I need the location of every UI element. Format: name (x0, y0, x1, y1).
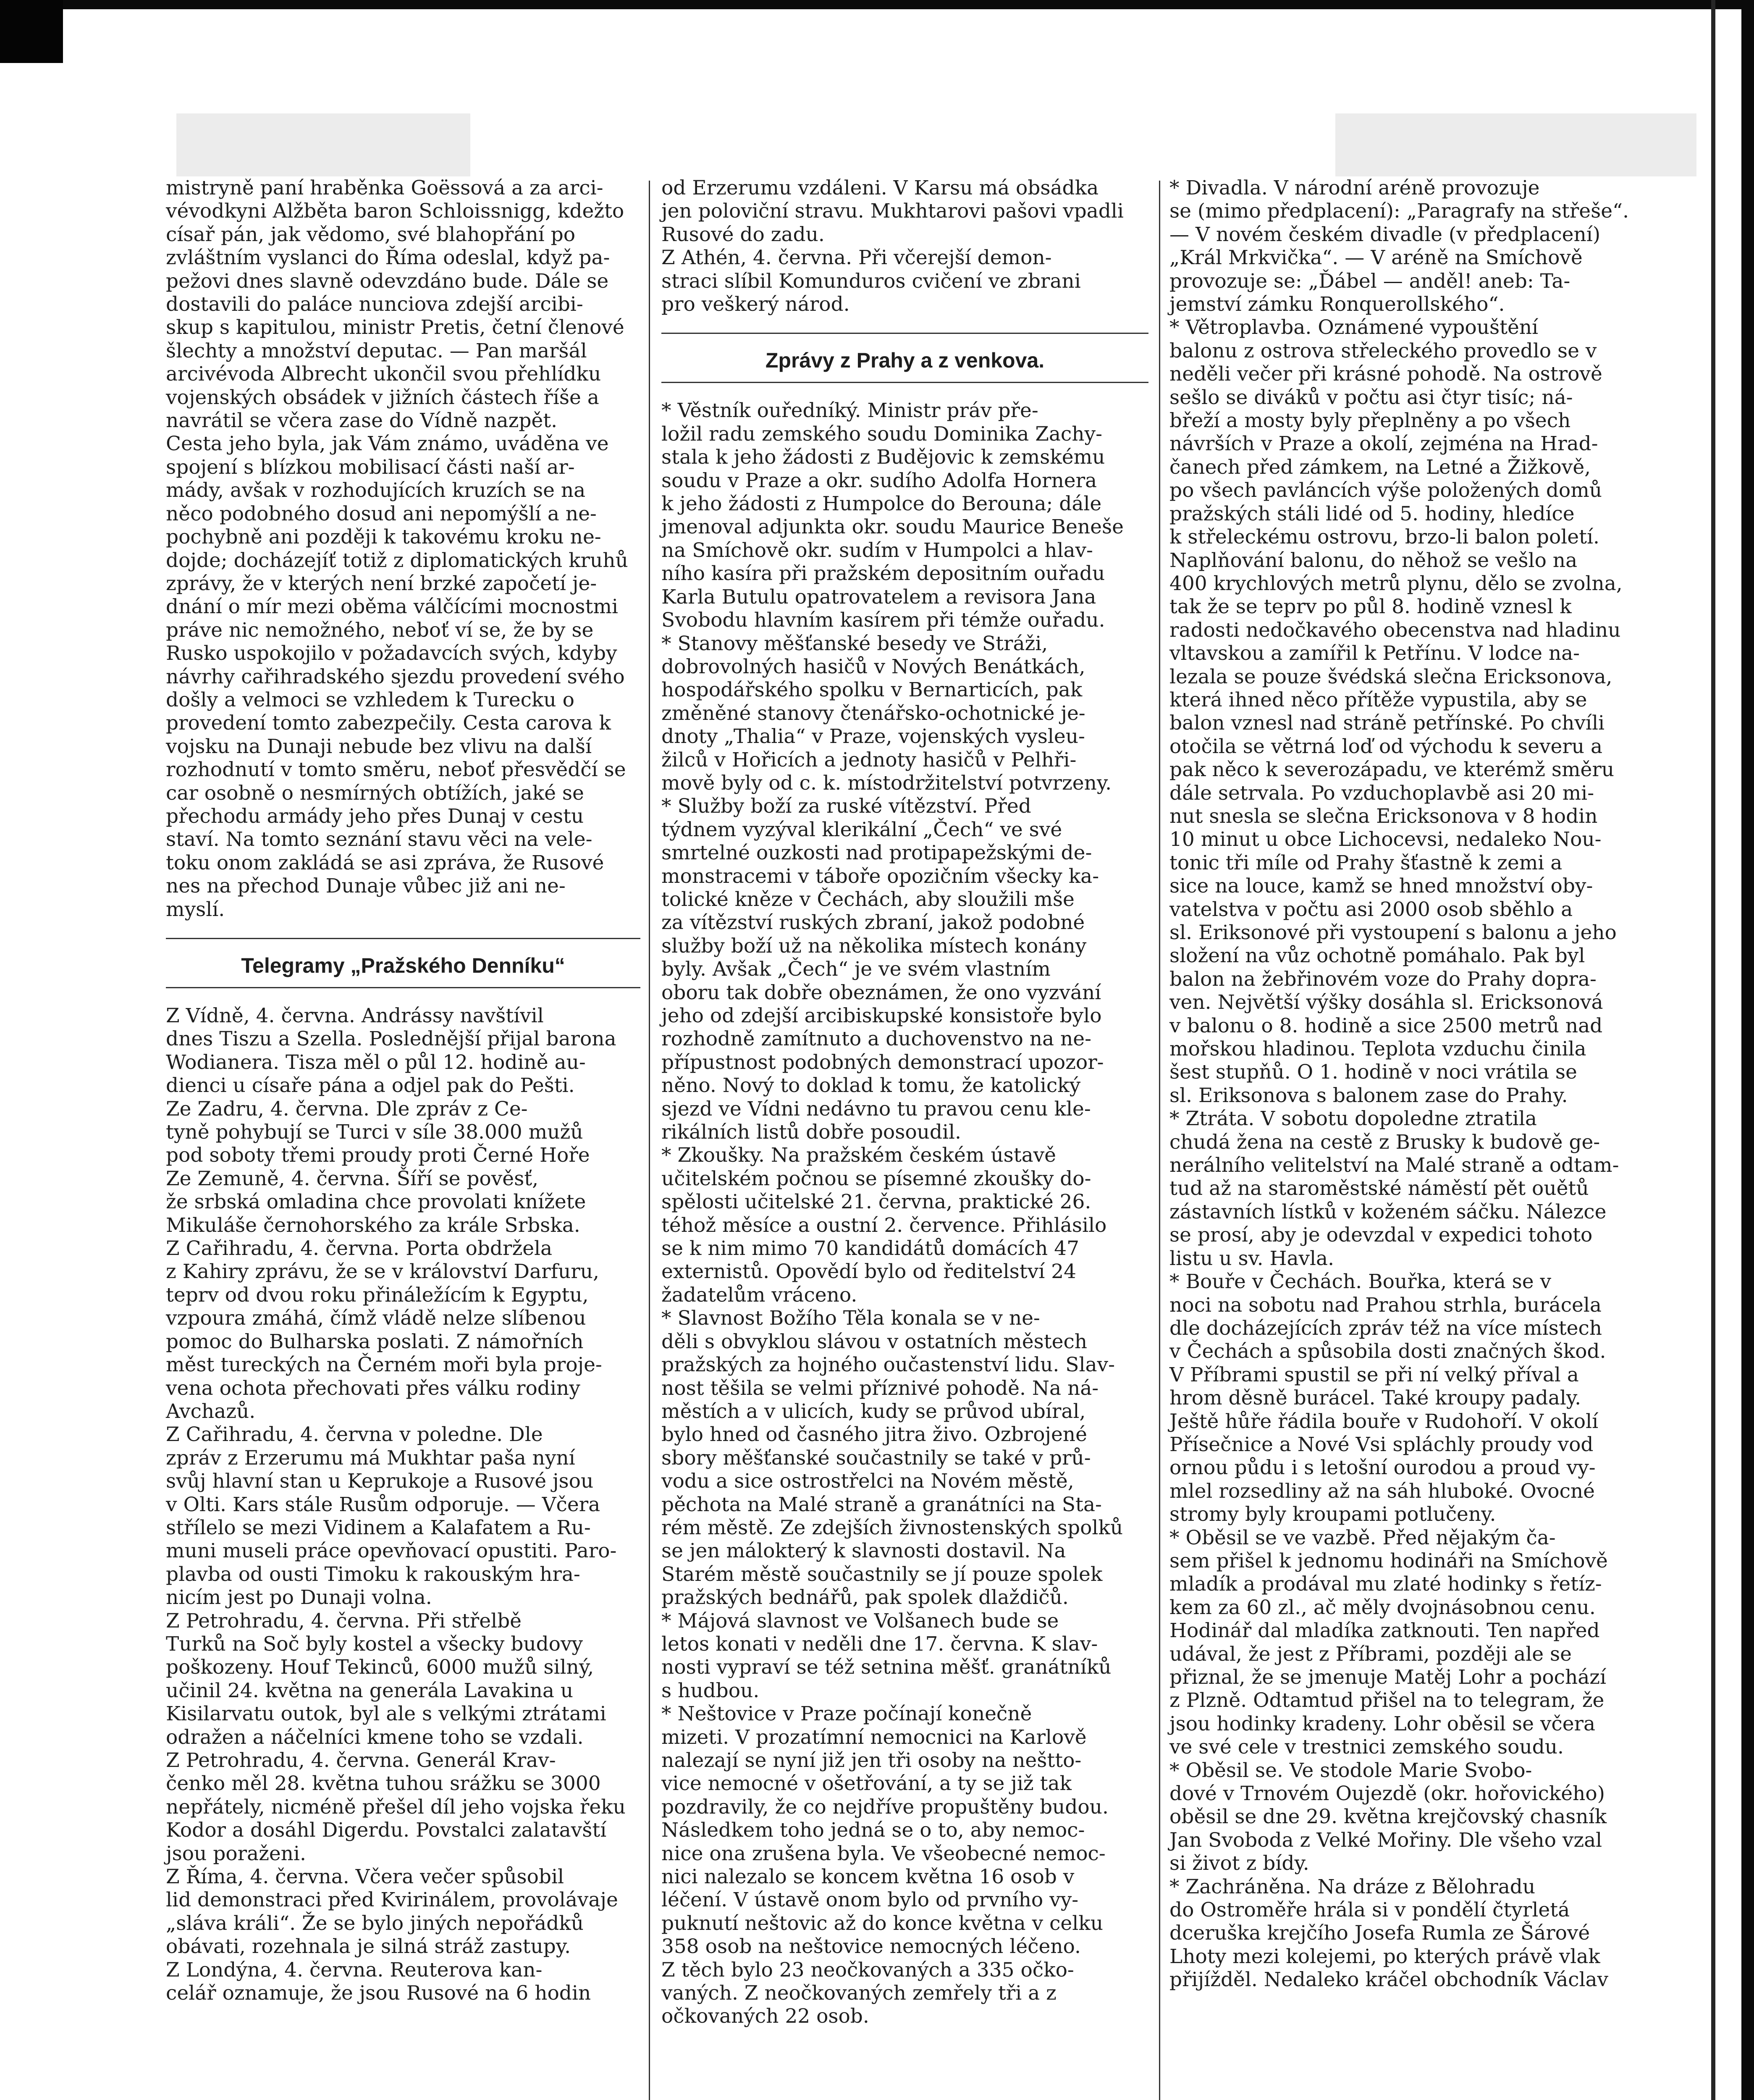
scan-right-shadow (1711, 0, 1715, 2100)
scan-right-edge (1741, 0, 1754, 2100)
local-news-text: * Věstník ouředníký. Ministr práv pře- ložil radu zemského soudu Dominika Zachy- stala k jeho žádosti z Budějovic k zemskému soudu v Praze a okr. sudího Adolfa Hornera k jeho žádosti z Humpolce do Berouna; dále jmenoval adjunkta okr. soudu Maurice Beneše na Smíchově okr. sudím v Humpolci a hlav- ního kasíra při pražském depositním ouřadu Karla Butulu opatrovatelem a revisora Jana Svobodu hlavním kasírem při témže ouřadu. * Stanovy měšťanské besedy ve Stráži, dobrovolných hasičů v Nových Benátkách, hospodářského spolku v Bernarticích, pak změněné stanovy čtenářsko-ochotnické je- dnoty „Thalia“ v Praze, vojenských vysleu- žilců v Hořicích a jednoty hasičů v Pelhři- mově byly od c. k. místodržitelství potvrzeny. * Služby boží za ruské vítězství. Před týdnem vyzýval klerikální „Čech“ ve své smrtelné ouzkosti nad protipapežskými de- monstracemi v táboře opozičním všecky ka- tolické kněze v Čechách, aby sloužili mše za vítězství ruských zbraní, jakož podobné služby boží už na několika místech konány byly. Avšak „Čech“ je ve svém vlastním oboru tak dobře obeznámen, že ono vyzvání jeho od zdejší arcibiskupské konsistoře bylo rozhodně zamítnuto a duchovenstvo na ne- přípustnost podobných demonstrací upozor- něno. Nový to doklad k tomu, že katolický sjezd ve Vídni nedávno tu pravou cenu kle- rikálních listů dobře posoudil. * Zkoušky. Na pražském českém ústavě učitelském počnou se písemné zkoušky do- spělosti učitelské 21. června, praktické 26. téhož měsíce a oustní 2. července. Přihlásilo se k nim mimo 70 kandidátů domácích 47 externistů. Opovědí bylo od ředitelství 24 žadatelům vráceno. * Slavnost Božího Těla konala se v ne- děli s obvyklou slávou v ostatních městech pražských za hojného oučastenství lidu. Slav- nost těšila se velmi příznivé pohodě. Na ná- městích a v ulicích, kudy se průvod ubíral, bylo hned od časného jitra živo. Ozbrojené sbory měšťanské součastnily se také v prů- vodu a sice ostrostřelci na Novém městě, pěchota na Malé straně a granátníci na Sta- rém městě. Ze zdejších živnostenských spolků se jen málokterý k slavnosti dostavil. Na Starém městě součastnily se jí pouze spolek pražských bednářů, pak spolek dlaždičů. * Májová slavnost ve Volšanech bude se letos konati v neděli dne 17. června. K slav- nosti vypraví se též setnina měšť. granátníků s hudbou. * Neštovice v Praze počínají konečně mizeti. V prozatímní nemocnici na Karlově nalezají se nyní již jen tři osoby na neštto- vice nemocné v ošetřování, a ty se již tak pozdravily, že co nejdříve propuštěny budou. Následkem toho jedná se o to, aby nemoc- nice ona zrušena byla. Ve všeobecné nemoc- nici nalezalo se koncem května 16 osob v léčení. V ústavě onom bylo od prvního vy- puknutí neštovic až do konce května v celku 358 osob na neštovice nemocných léčeno. Z těch bylo 23 neočkovaných a 335 očko- vaných. Z neočkovaných zemřely tři a z očkovaných 22 osob. (661, 399, 1124, 2028)
show-through-smudge (176, 113, 470, 176)
newspaper-page (166, 176, 1694, 2100)
telegrams-continuation: od Erzerumu vzdáleni. V Karsu má obsádka jen poloviční stravu. Mukhtarovi pašovi vpadli Rusové do zadu. Z Athén, 4. června. Při včerejší demon- straci slíbil Komunduros cvičení ve zbrani pro veškerý národ. (661, 176, 1124, 316)
section-rule (166, 938, 640, 939)
telegrams-text: Z Vídně, 4. června. Andrássy navštívil dnes Tiszu a Szella. Poslednější přijal barona Wodianera. Tisza měl o půl 12. hodině au- dienci u císaře pána a odjel pak do Pešti. Ze Zadru, 4. června. Dle zpráv z Ce- tyně pohybují se Turci v síle 38.000 mužů pod soboty třemi proudy proti Černé Hoře Ze Zemuně, 4. června. Šíří se pověsť, že srbská omladina chce provolati knížete Mikuláše černohorského za krále Srbska. Z Cařihradu, 4. června. Porta obdržela z Kahiry zprávu, že se v království Darfuru, teprv od dvou roku přináležícím k Egyptu, vzpoura zmáhá, čímž vládě nelze slíbenou pomoc do Bulharska poslati. Z námořních měst tureckých na Černém moři byla proje- vena ochota přechovati přes válku rodiny Avchazů. Z Cařihradu, 4. června v poledne. Dle zpráv z Erzerumu má Mukhtar paša nyní svůj hlavní stan u Keprukoje a Rusové jsou v Olti. Kars stále Rusům odporuje. — Včera střílelo se mezi Vidinem a Kalafatem a Ru- muni museli práce opevňovací opustiti. Paro- plavba od ousti Timoku k rakouským hra- nicím jest po Dunaji volna. Z Petrohradu, 4. června. Při střelbě Turků na Soč byly kostel a všecky budovy poškozeny. Houf Tekinců, 6000 mužů silný, učinil 24. května na generála Lavakina u Kisilarvatu outok, byl ale s velkými ztrátami odražen a náčelníci kmene toho se vzdali. Z Petrohradu, 4. června. Generál Krav- čenko měl 28. května tuhou srážku se 3000 nepřátely, nicméně přešel díl jeho vojska řeku Kodor a dosáhl Digerdu. Povstalci zalatavští jsou poraženi. Z Říma, 4. června. Včera večer spůsobil lid demonstraci před Kvirinálem, provolávaje „sláva králi“. Že se bylo jiných nepořádků obávati, rozehnala je silná stráž zastupy. Z Londýna, 4. června. Reuterova kan- celář oznamuje, že jsou Rusové na 6 hodin (166, 1004, 626, 2005)
show-through-smudge (1335, 113, 1696, 176)
section-heading-telegrams: Telegramy „Pražského Denníku“ (241, 954, 565, 977)
column-2 (661, 176, 1148, 2028)
heading-underline (166, 987, 640, 988)
column-divider (649, 181, 650, 2100)
heading-underline (661, 382, 1148, 383)
scan-top-edge (0, 0, 1754, 9)
column-3 (1169, 176, 1686, 1992)
article-continuation: mistryně paní hraběnka Goëssová a za arci- vévodkyni Alžběta baron Schloissnigg, kdežto císař pán, jak vědomo, své blahopřání po zvláštním vyslanci do Říma odeslal, když pa- pežovi dnes slavně odevzdáno bude. Dále se dostavili do paláce nunciova zdejší arcibi- skup s kapitulou, ministr Pretis, četní členové šlechty a množství deputac. — Pan maršál arcivévoda Albrecht ukončil svou přehlídku vojenských obsádek v jižních částech říše a navrátil se včera zase do Vídně nazpět. Cesta jeho byla, jak Vám známo, uváděna ve spojení s blízkou mobilisací části naší ar- mády, avšak v rozhodujících kruzích se na něco podobného dosud ani nepomýšlí a ne- pochybně ani později k takovému kroku ne- dojde; docházejíť totiž z diplomatických kruhů zprávy, že v kterých není brzké započetí je- dnání o mír mezi oběma válčícími mocnostmi práve nic nemožného, neboť ví se, že by se Rusko uspokojilo v požadavcích svých, kdyby návrhy cařihradského sjezdu provedení svého došly a velmoci se vzhledem k Turecku o provedení tomto zabezpečily. Cesta carova k vojsku na Dunaji nebude bez vlivu na další rozhodnutí v tomto směru, neboť přesvědčí se car osobně o nesmírných obtížích, jaké se přechodu armády jeho přes Dunaj v cestu staví. Na tomto seznání stavu věci na vele- toku onom zakládá se asi zpráva, že Rusové nes na přechod Dunaje vůbec již ani ne- myslí. (166, 176, 628, 921)
local-news-continuation: * Divadla. V národní aréně provozuje se (mimo předplacení): „Paragrafy na střeše“. — V novém českém divadle (v předplacení) „Král Mrkvička“. — V aréně na Smíchově provozuje se: „Ďábel — anděl! aneb: Ta- jemství zámku Ronquerollského“. * Větroplavba. Oznámené vypouštění balonu z ostrova střeleckého provedlo se v neděli večer při krásné pohodě. Na ostrově sešlo se diváků v počtu asi čtyr tisíc; ná- břeží a mosty byly přeplněny a po všech návrších v Praze a okolí, zejména na Hrad- čanech před zámkem, na Letné a Žižkově, po všech pavláncích výše položených domů pražských stáli lidé od 5. hodiny, hledíce k střeleckému ostrovu, brzo-li balon poletí. Naplňování balonu, do něhož se vešlo na 400 krychlových metrů plynu, dělo se zvolna, tak že se teprv po půl 8. hodině vznesl k radosti nedočkavého obecenstva nad hladinu vltavskou a zamířil k Petřínu. V lodce na- lezala se pouze švédská slečna Ericksonova, která ihned něco přítěže vypustila, aby se balon vznesl nad stráně petřínské. Po chvíli otočila se větrná loď od východu k severu a pak něco k severozápadu, ve kterémž směru dále setrvala. Po vzduchoplavbě asi 20 mi- nut snesla se slečna Ericksonova v 8 hodin 10 minut u obce Lichocevsi, nedaleko Nou- tonic tři míle od Prahy šťastně k zemi a sice na louce, kamž se hned množství oby- vatelstva v počtu asi 2000 osob sběhlo a sl. Eriksonové při vystoupení s balonu a jeho složení na vůz ochotně pomáhalo. Pak byl balon na žebřinovém voze do Prahy dopra- ven. Největší výšky dosáhla sl. Ericksonová v balonu o 8. hodině a sice 2500 metrů nad mořskou hladinou. Teplota vzduchu činila šest stupňů. O 1. hodině v noci vrátila se sl. Eriksonova s balonem zase do Prahy. * Ztráta. V sobotu dopoledne ztratila chudá žena na cestě z Brusky k budově ge- nerálního velitelství na Malé straně a odtam- tud až na staroměstské náměstí pět ouětů zástavních lístků v koženém sáčku. Nálezce se prosí, aby je odevzdal v expedici tohoto listu u sv. Havla. * Bouře v Čechách. Bouřka, která se v noci na sobotu nad Prahou strhla, burácela dle docházejících zpráv též na více místech v Čechách a spůsobila dosti značných škod. V Příbrami spustil se při ní velký příval a hrom děsně burácel. Také kroupy padaly. Ještě hůře řádila bouře v Rudohoří. V okolí Přísečnice a Nové Vsi spláchly proudy vod ornou půdu i s letošní ourodou a proud vy- mlel rozsedliny až na sáh hluboké. Ovocné stromy byly kroupami potlučeny. * Oběsil se ve vazbě. Před nějakým ča- sem přišel k jednomu hodináři na Smíchově mladík a prodával mu zlaté hodinky s řetíz- kem za 60 zl., ač měly dvojnásobnou cenu. Hodinář dal mladíka zatknouti. Ten napřed udával, že jest z Příbrami, později ale se přiznal, že se jmenuje Matěj Lohr a pochází z Plzně. Odtamtud přišel na to telegram, že jsou hodinky kradeny. Lohr oběsil se včera ve své cele v trestnici zemského soudu. * Oběsil se. Ve stodole Marie Svobo- dové v Trnovém Oujezdě (okr. hořovického) oběsil se dne 29. května krejčovský chasník Jan Svoboda z Velké Mořiny. Dle všeho vzal si život z bídy. * Zachráněna. Na dráze z Bělohradu do Ostroměře hrála si v pondělí čtyrletá dceruška krejčího Josefa Rumla ze Šárové Lhoty mezi kolejemi, po kterých právě vlak přijížděl. Nedaleko kráčel obchodník Václav (1169, 176, 1629, 1992)
column-divider (1159, 181, 1160, 2100)
section-heading-local-news: Zprávy z Prahy a z venkova. (765, 349, 1045, 373)
section-rule (661, 333, 1148, 334)
column-1 (166, 176, 640, 2005)
scan-corner-mark (0, 0, 63, 63)
